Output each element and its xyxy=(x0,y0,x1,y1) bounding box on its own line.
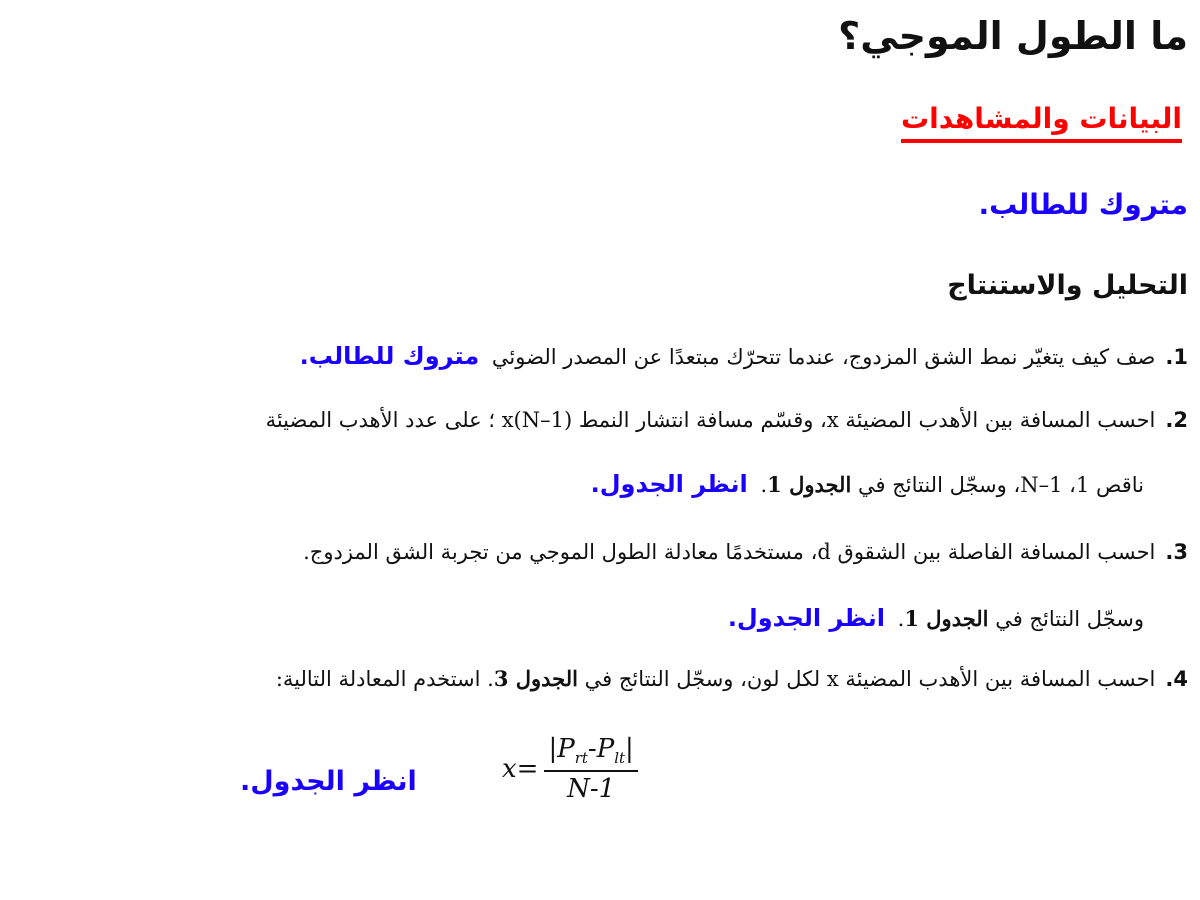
item-number: 2. xyxy=(1165,408,1188,432)
list-item-4 xyxy=(276,666,1188,691)
distance-formula xyxy=(502,734,638,804)
item-text: صف كيف يتغيّر نمط الشق المزدوج، عندما تتحرّك مبتعدًا عن المصدر الضوئي xyxy=(491,345,1156,369)
list-item-2-continuation xyxy=(591,470,1144,498)
list-item-1 xyxy=(300,342,1188,370)
numerator-part: |P xyxy=(548,734,575,764)
formula-note: انظر الجدول. xyxy=(240,766,417,797)
formula-denominator: N-1 xyxy=(567,774,616,805)
item-note: انظر الجدول. xyxy=(590,470,748,498)
numerator-part: | xyxy=(625,734,634,764)
item-text: احسب المسافة بين الأهدب المضيئة x، وقسّم مسافة انتشار النمط x(N–1) ؛ على عدد الأهدب المضيئة xyxy=(265,408,1156,432)
item-text: وسجّل النتائج في xyxy=(995,607,1144,631)
numerator-subscript-rt: rt xyxy=(574,749,588,768)
formula-lhs: x= xyxy=(502,754,539,785)
page-title: ما الطول الموجي؟ xyxy=(838,14,1188,58)
analysis-heading: التحليل والاستنتاج xyxy=(947,270,1188,301)
item-text: احسب المسافة الفاصلة بين الشقوق d، مستخدمًا معادلة الطول الموجي من تجربة الشق المزدوج. xyxy=(303,540,1156,564)
item-text-end: . xyxy=(897,607,905,631)
list-item-3-continuation xyxy=(728,604,1144,632)
item-number: 3. xyxy=(1165,540,1188,564)
student-note: متروك للطالب. xyxy=(978,188,1188,221)
item-note: انظر الجدول. xyxy=(727,604,885,632)
list-item-3 xyxy=(303,540,1188,564)
numerator-subscript-lt: lt xyxy=(614,749,626,768)
item-number: 4. xyxy=(1165,667,1188,691)
item-text: ناقص 1، N–1، وسجّل النتائج في xyxy=(857,473,1144,497)
numerator-part: -P xyxy=(587,734,615,764)
item-note: متروك للطالب. xyxy=(299,342,480,370)
item-text-end: . xyxy=(760,473,768,497)
item-number: 1. xyxy=(1165,345,1188,369)
item-text-end: . استخدم المعادلة التالية: xyxy=(275,667,494,691)
table-reference: الجدول 1 xyxy=(767,472,852,497)
data-observations-heading: البيانات والمشاهدات xyxy=(901,102,1182,143)
formula-fraction xyxy=(544,734,637,804)
table-reference: الجدول 3 xyxy=(493,666,578,691)
table-reference: الجدول 1 xyxy=(904,606,989,631)
item-text: احسب المسافة بين الأهدب المضيئة x لكل لون، وسجّل النتائج في xyxy=(584,667,1156,691)
list-item-2 xyxy=(266,408,1188,432)
formula-numerator xyxy=(544,734,637,772)
